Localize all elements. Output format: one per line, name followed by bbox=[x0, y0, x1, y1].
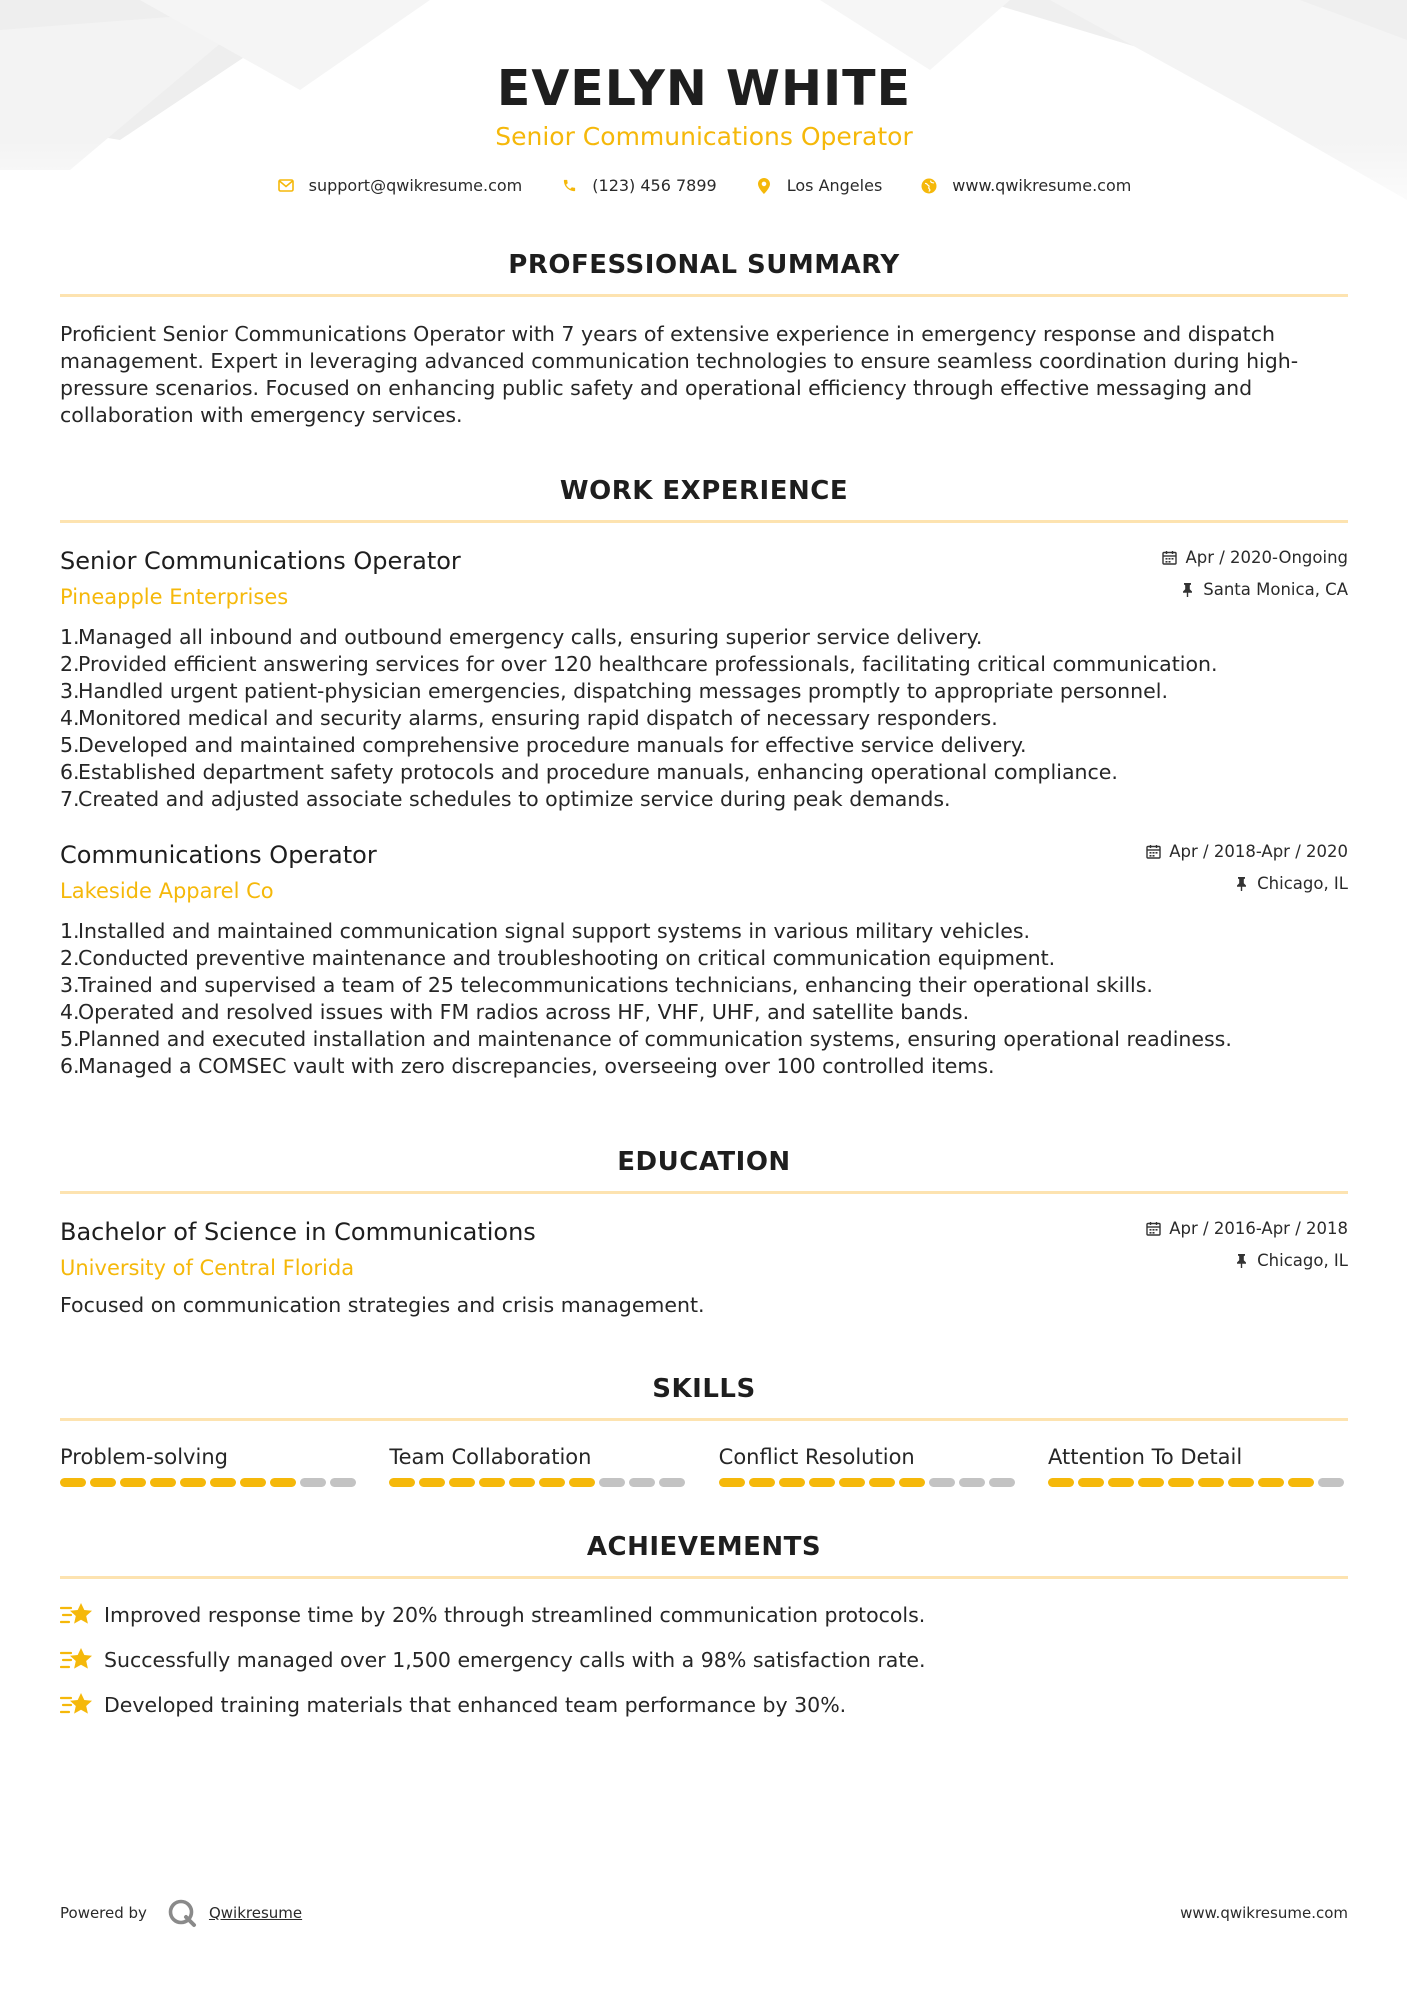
skill-segment-filled bbox=[479, 1478, 505, 1487]
bullet-text: Planned and executed installation and maintenance of communication systems, ensuring operational readiness. bbox=[78, 1027, 1232, 1051]
candidate-name: EVELYN WHITE bbox=[496, 60, 912, 117]
skill-segment-filled bbox=[569, 1478, 595, 1487]
bullet-text: Trained and supervised a team of 25 telecommunications technicians, enhancing their operational skills. bbox=[78, 973, 1153, 997]
contact-email-text: support@qwikresume.com bbox=[308, 176, 523, 195]
skill-segment-filled bbox=[210, 1478, 236, 1487]
pushpin-icon bbox=[1234, 876, 1249, 891]
skill-segment-filled bbox=[270, 1478, 296, 1487]
achievements-list bbox=[60, 1600, 1348, 1720]
skill-segment-filled bbox=[809, 1478, 835, 1487]
list-item: 1. Managed all inbound and outbound emergency calls, ensuring superior service delivery. bbox=[60, 625, 983, 649]
skill-segment-empty bbox=[959, 1478, 985, 1487]
contact-website[interactable] bbox=[920, 176, 1131, 195]
skill-segment-filled bbox=[120, 1478, 146, 1487]
contact-info bbox=[60, 176, 1348, 195]
skill-segment-filled bbox=[1078, 1478, 1104, 1487]
summary-section bbox=[60, 247, 1348, 429]
skill-segment-empty bbox=[300, 1478, 326, 1487]
section-divider bbox=[60, 1418, 1348, 1421]
achievement-item bbox=[60, 1600, 1348, 1630]
list-item: 3. Trained and supervised a team of 25 telecommunications technicians, enhancing their operational skills. bbox=[60, 973, 1153, 997]
education-heading: EDUCATION bbox=[617, 1147, 791, 1177]
section-divider bbox=[60, 1576, 1348, 1579]
skill-segment-filled bbox=[1198, 1478, 1224, 1487]
education-date: Apr / 2016-Apr / 2018 bbox=[1169, 1218, 1348, 1238]
shooting-star-icon bbox=[60, 1645, 94, 1675]
skills-heading: SKILLS bbox=[652, 1374, 756, 1404]
skill-segment-filled bbox=[779, 1478, 805, 1487]
list-item: 6. Managed a COMSEC vault with zero discrepancies, overseeing over 100 controlled items. bbox=[60, 1054, 995, 1078]
calendar-icon bbox=[1162, 550, 1177, 565]
skill-segment-filled bbox=[1138, 1478, 1164, 1487]
skill-segment-filled bbox=[389, 1478, 415, 1487]
calendar-icon bbox=[1146, 1221, 1161, 1236]
skill-segment-empty bbox=[929, 1478, 955, 1487]
calendar-icon bbox=[1146, 844, 1161, 859]
qwikresume-logo-icon bbox=[167, 1898, 197, 1928]
bullet-text: Developed and maintained comprehensive procedure manuals for effective service delivery. bbox=[78, 733, 1027, 757]
skill-segment-empty bbox=[1318, 1478, 1344, 1487]
shooting-star-icon bbox=[60, 1600, 94, 1630]
skill-name: Conflict Resolution bbox=[718, 1445, 915, 1469]
skill-level-bar bbox=[60, 1478, 360, 1487]
skill-name: Team Collaboration bbox=[389, 1445, 592, 1469]
skill-name: Attention To Detail bbox=[1047, 1445, 1243, 1469]
skill-segment-filled bbox=[899, 1478, 925, 1487]
bullet-text: Conducted preventive maintenance and troubleshooting on critical communication equipment. bbox=[78, 946, 1056, 970]
summary-line: pressure scenarios. Focused on enhancing public safety and operational efficiency through effective messaging and bbox=[60, 376, 1253, 400]
pushpin-icon bbox=[1234, 1253, 1249, 1268]
skill-segment-empty bbox=[330, 1478, 356, 1487]
bullet-text: Operated and resolved issues with FM radios across HF, VHF, UHF, and satellite bands. bbox=[78, 1000, 970, 1024]
section-divider bbox=[60, 1191, 1348, 1194]
contact-location bbox=[755, 176, 883, 195]
achievement-text: Improved response time by 20% through streamlined communication protocols. bbox=[104, 1603, 926, 1627]
job-company: Lakeside Apparel Co bbox=[60, 879, 274, 903]
skill-segment-filled bbox=[1048, 1478, 1074, 1487]
list-item: 4. Operated and resolved issues with FM radios across HF, VHF, UHF, and satellite bands. bbox=[60, 1000, 970, 1024]
job-location: Santa Monica, CA bbox=[1203, 579, 1348, 599]
skill-segment-empty bbox=[629, 1478, 655, 1487]
list-item: 1. Installed and maintained communication signal support systems in various military vehicles. bbox=[60, 919, 1031, 943]
school-name: University of Central Florida bbox=[60, 1256, 355, 1280]
skill-segment-filled bbox=[419, 1478, 445, 1487]
job-responsibilities bbox=[60, 918, 1348, 1080]
skill-segment-empty bbox=[599, 1478, 625, 1487]
achievements-section bbox=[60, 1529, 1348, 1720]
skill-segment-filled bbox=[150, 1478, 176, 1487]
section-divider bbox=[60, 520, 1348, 523]
list-item: 5. Planned and executed installation and maintenance of communication systems, ensuring operational readiness. bbox=[60, 1027, 1232, 1051]
bullet-text: Managed a COMSEC vault with zero discrepancies, overseeing over 100 controlled items. bbox=[78, 1054, 995, 1078]
page-footer bbox=[60, 1898, 1348, 1928]
pushpin-icon bbox=[1180, 582, 1195, 597]
qwikresume-link[interactable]: Qwikresume bbox=[208, 1904, 303, 1922]
skill-segment-filled bbox=[1258, 1478, 1284, 1487]
list-item: 2. Conducted preventive maintenance and troubleshooting on critical communication equipment. bbox=[60, 946, 1056, 970]
resume-page bbox=[60, 0, 1348, 1720]
skills-list bbox=[60, 1443, 1348, 1487]
skill-segment-filled bbox=[749, 1478, 775, 1487]
skill-segment-filled bbox=[719, 1478, 745, 1487]
summary-line: management. Expert in leveraging advanced communication technologies to ensure seamless coordination during high- bbox=[60, 349, 1299, 373]
achievement-item bbox=[60, 1645, 1348, 1675]
summary-heading: PROFESSIONAL SUMMARY bbox=[508, 250, 900, 280]
skill-item bbox=[1048, 1443, 1348, 1487]
job-entry bbox=[60, 839, 1348, 1080]
job-responsibilities bbox=[60, 624, 1348, 813]
envelope-icon bbox=[277, 177, 295, 195]
summary-text bbox=[60, 321, 1348, 429]
contact-phone-text: (123) 456 7899 bbox=[592, 176, 717, 195]
list-item: 5. Developed and maintained comprehensive procedure manuals for effective service delivery. bbox=[60, 733, 1027, 757]
skill-segment-filled bbox=[240, 1478, 266, 1487]
powered-by-label: Powered by bbox=[60, 1904, 147, 1922]
skill-segment-filled bbox=[839, 1478, 865, 1487]
achievement-item bbox=[60, 1690, 1348, 1720]
skill-segment-filled bbox=[509, 1478, 535, 1487]
experience-heading: WORK EXPERIENCE bbox=[559, 476, 849, 506]
list-item: 6. Established department safety protocols and procedure manuals, enhancing operational compliance. bbox=[60, 760, 1118, 784]
summary-line: Proficient Senior Communications Operator with 7 years of extensive experience in emergency response and dispatch bbox=[60, 322, 1275, 346]
job-date: Apr / 2018-Apr / 2020 bbox=[1169, 841, 1348, 861]
list-item: 3. Handled urgent patient-physician emergencies, dispatching messages promptly to appropriate personnel. bbox=[60, 679, 1168, 703]
skill-segment-filled bbox=[180, 1478, 206, 1487]
section-divider bbox=[60, 294, 1348, 297]
skill-level-bar bbox=[719, 1478, 1019, 1487]
skill-level-bar bbox=[389, 1478, 689, 1487]
job-location: Chicago, IL bbox=[1257, 873, 1348, 893]
bullet-text: Provided efficient answering services for over 120 healthcare professionals, facilitating critical communication. bbox=[78, 652, 1218, 676]
achievement-text: Developed training materials that enhanced team performance by 30%. bbox=[104, 1693, 847, 1717]
bullet-text: Created and adjusted associate schedules to optimize service during peak demands. bbox=[78, 787, 951, 811]
education-location: Chicago, IL bbox=[1257, 1250, 1348, 1270]
skill-item bbox=[389, 1443, 689, 1487]
skills-section bbox=[60, 1371, 1348, 1487]
skill-name: Problem-solving bbox=[60, 1445, 228, 1469]
skill-segment-filled bbox=[1288, 1478, 1314, 1487]
skill-segment-empty bbox=[989, 1478, 1015, 1487]
skill-level-bar bbox=[1048, 1478, 1348, 1487]
bullet-text: Installed and maintained communication signal support systems in various military vehicles. bbox=[78, 919, 1031, 943]
achievements-heading: ACHIEVEMENTS bbox=[586, 1532, 822, 1562]
list-item: 2. Provided efficient answering services for over 120 healthcare professionals, facilitating critical communication. bbox=[60, 652, 1218, 676]
job-company: Pineapple Enterprises bbox=[60, 585, 289, 609]
skill-segment-filled bbox=[90, 1478, 116, 1487]
skill-item bbox=[60, 1443, 360, 1487]
candidate-title: Senior Communications Operator bbox=[495, 122, 913, 151]
list-item: 4. Monitored medical and security alarms, ensuring rapid dispatch of necessary responders. bbox=[60, 706, 998, 730]
job-entry bbox=[60, 545, 1348, 813]
skill-segment-filled bbox=[539, 1478, 565, 1487]
job-title: Communications Operator bbox=[60, 841, 377, 869]
education-section bbox=[60, 1144, 1348, 1319]
experience-section bbox=[60, 473, 1348, 1080]
skill-segment-filled bbox=[1168, 1478, 1194, 1487]
powered-by bbox=[60, 1898, 302, 1928]
bullet-text: Managed all inbound and outbound emergency calls, ensuring superior service delivery. bbox=[78, 625, 983, 649]
skill-segment-empty bbox=[659, 1478, 685, 1487]
bullet-text: Monitored medical and security alarms, ensuring rapid dispatch of necessary responders. bbox=[78, 706, 998, 730]
bullet-text: Handled urgent patient-physician emergencies, dispatching messages promptly to appropriate personnel. bbox=[78, 679, 1168, 703]
bullet-text: Established department safety protocols and procedure manuals, enhancing operational compliance. bbox=[78, 760, 1118, 784]
skill-segment-filled bbox=[449, 1478, 475, 1487]
contact-email[interactable] bbox=[277, 176, 523, 195]
contact-website-text: www.qwikresume.com bbox=[952, 176, 1132, 195]
shooting-star-icon bbox=[60, 1690, 94, 1720]
skill-segment-filled bbox=[1228, 1478, 1254, 1487]
education-description: Focused on communication strategies and crisis management. bbox=[60, 1293, 705, 1317]
skill-segment-filled bbox=[869, 1478, 895, 1487]
resume-header bbox=[60, 0, 1348, 195]
job-title: Senior Communications Operator bbox=[60, 547, 461, 575]
achievement-text: Successfully managed over 1,500 emergency calls with a 98% satisfaction rate. bbox=[104, 1648, 926, 1672]
globe-icon bbox=[920, 177, 938, 195]
skill-item bbox=[719, 1443, 1019, 1487]
summary-line: collaboration with emergency services. bbox=[60, 403, 463, 427]
job-date: Apr / 2020-Ongoing bbox=[1185, 547, 1348, 567]
contact-phone[interactable] bbox=[560, 176, 716, 195]
list-item: 7. Created and adjusted associate schedules to optimize service during peak demands. bbox=[60, 787, 951, 811]
phone-icon bbox=[560, 177, 578, 195]
contact-location-text: Los Angeles bbox=[786, 176, 883, 195]
footer-website[interactable]: www.qwikresume.com bbox=[1180, 1904, 1348, 1922]
skill-segment-filled bbox=[60, 1478, 86, 1487]
skill-segment-filled bbox=[1108, 1478, 1134, 1487]
education-entry bbox=[60, 1216, 1348, 1319]
map-pin-icon bbox=[755, 177, 773, 195]
degree-title: Bachelor of Science in Communications bbox=[60, 1218, 536, 1246]
